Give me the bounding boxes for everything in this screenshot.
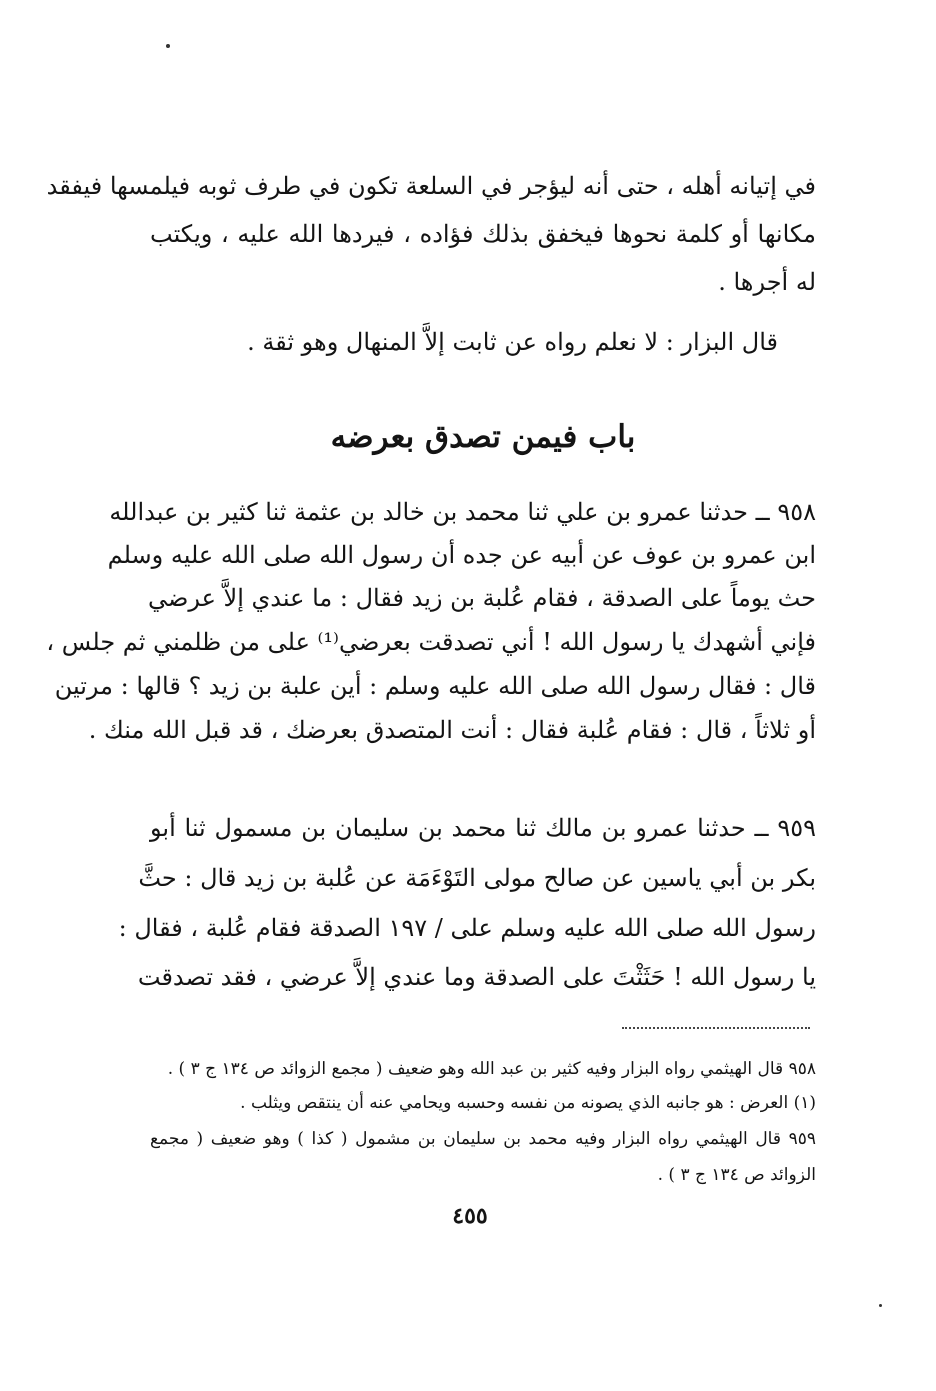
intro-line-2: مكانها أو كلمة نحوها فيخفق بذلك فؤاده ، فيردها الله عليه ، ويكتب [150,220,816,248]
hadith-958-line-3: حث يوماً على الصدقة ، فقام عُلبة بن زيد فقال : ما عندي إلاَّ عرضي [147,584,816,612]
hadith-958-line-4: فإني أشهدك يا رسول الله ! أني تصدقت بعرضي⁽¹⁾ على من ظلمني ثم جلس ، [46,628,816,656]
hadith-958-line-5: قال : فقال رسول الله صلى الله عليه وسلم : أين علبة بن زيد ؟ قالها : مرتين [54,672,816,700]
footnote-958: ٩٥٨ قال الهيثمي رواه البزار وفيه كثير بن عبد الله وهو ضعيف ( مجمع الزوائد ص ١٣٤ ج ٣ ) . [167,1059,816,1079]
hadith-959-line-1: ٩٥٩ ــ حدثنا عمرو بن مالك ثنا محمد بن سليمان بن مسمول ثنا أبو [150,814,816,842]
intro-line-3: له أجرها . [718,268,816,296]
footnote-959-line-2: الزوائد ص ١٣٤ ج ٣ ) . [657,1165,816,1185]
footnote-separator [622,1027,810,1029]
intro-line-1: في إتيانه أهله ، حتى أنه ليؤجر في السلعة تكون في طرف ثوبه فيلمسها فيفقد [46,172,816,200]
hadith-958-line-6: أو ثلاثاً ، قال : فقام عُلبة فقال : أنت المتصدق بعرضك ، قد قبل الله منك . [88,716,816,744]
page-speck [879,1304,882,1307]
footnote-1: (١) العرض : هو جانبه الذي يصونه من نفسه وحسبه ويحامي عنه أن ينتقص ويثلب . [240,1093,816,1113]
hadith-959-line-3: رسول الله صلى الله عليه وسلم على / ١٩٧ الصدقة فقام عُلبة ، فقال : [118,914,816,942]
hadith-959-line-4: يا رسول الله ! حَثَثْتَ على الصدقة وما عندي إلاَّ عرضي ، فقد تصدقت [137,963,816,991]
hadith-958-line-1: ٩٥٨ ــ حدثنا عمرو بن علي ثنا محمد بن خالد بن عثمة ثنا كثير بن عبدالله [109,498,816,526]
hadith-959-line-2: بكر بن أبي ياسين عن صالح مولى التَوْءَمَة عن عُلبة بن زيد قال : حثَّ [138,864,816,892]
bazzar-note: قال البزار : لا نعلم رواه عن ثابت إلاَّ المنهال وهو ثقة . [247,328,778,356]
footnote-959-line-1: ٩٥٩ قال الهيثمي رواه البزار وفيه محمد بن سليمان بن مشمول ( كذا ) وهو ضعيف ( مجمع [150,1129,816,1149]
chapter-heading: باب فيمن تصدق بعرضه [330,419,636,455]
page-number: ٤٥٥ [452,1203,488,1229]
hadith-958-line-2: ابن عمرو بن عوف عن أبيه عن جده أن رسول الله صلى الله عليه وسلم [107,541,816,569]
page-speck [166,44,170,48]
